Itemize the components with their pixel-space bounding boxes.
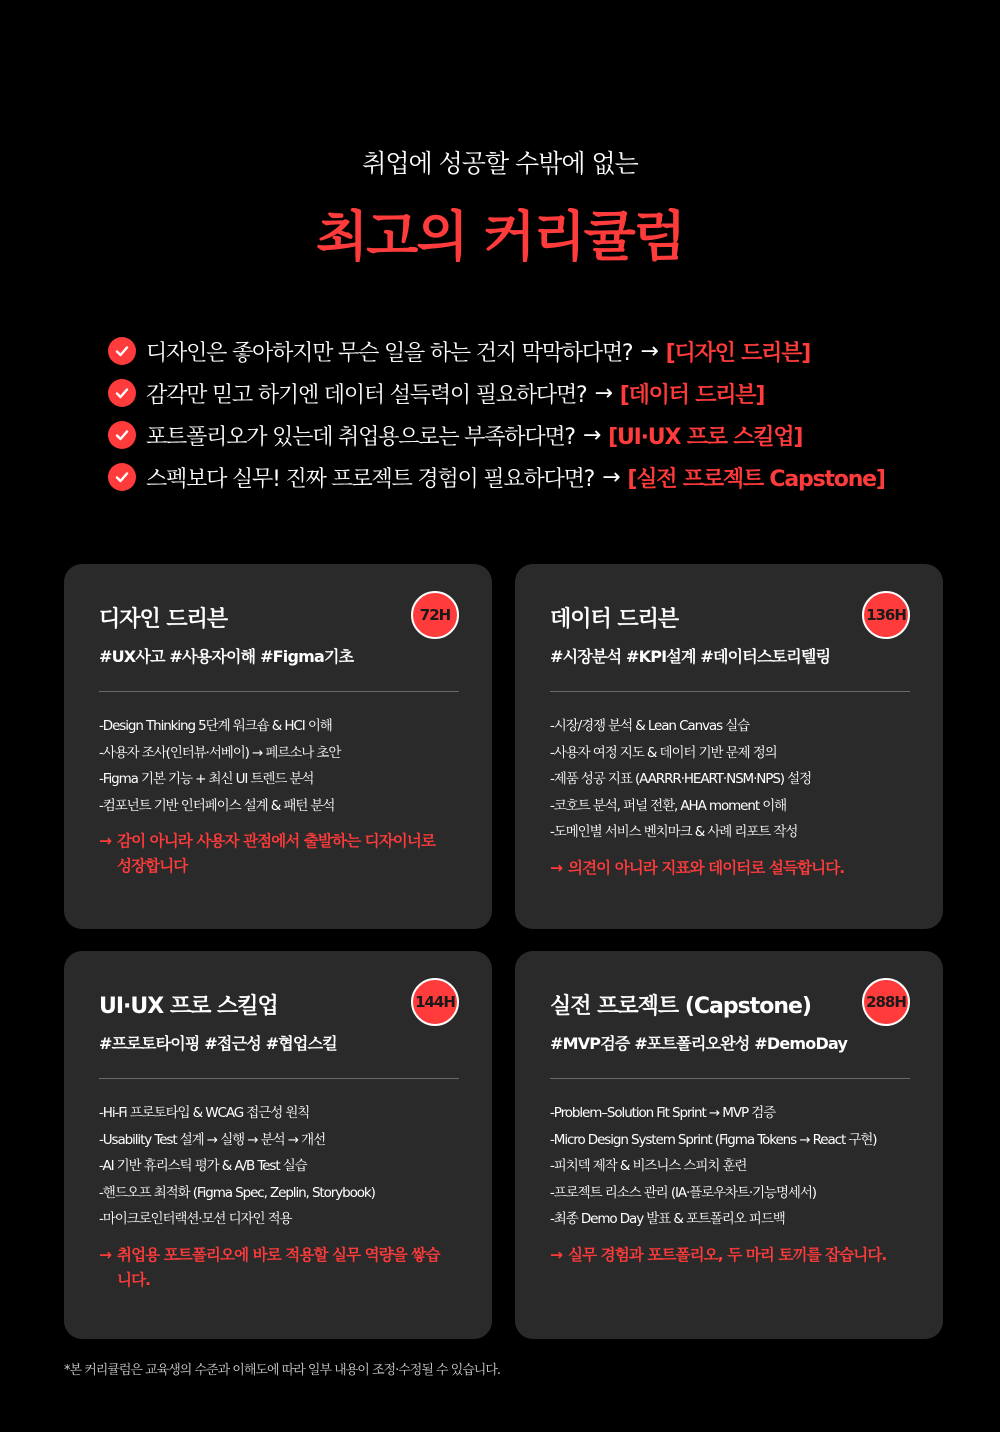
list-item: -피치덱 제작 & 비즈니스 스피치 훈련 (550, 1158, 747, 1174)
hours-badge: 144H (411, 978, 459, 1026)
header-title: 최고의 커리큘럼 (316, 205, 684, 268)
list-item: -제품 성공 지표 (AARRR·HEART·NSM·NPS) 설정 (550, 771, 812, 787)
check-question: 포트폴리오가 있는데 취업용으로는 부족하다면? (146, 424, 575, 450)
card-hashtags: #프로토타이핑 #접근성 #협업스킬 (99, 1034, 337, 1053)
header-subtitle: 취업에 성공할 수밖에 없는 (362, 149, 638, 178)
list-item: -Hi-Fi 프로토타입 & WCAG 접근성 원칙 (99, 1105, 310, 1121)
card-item-list (550, 1100, 910, 1233)
list-item: -시장/경쟁 분석 & Lean Canvas 실습 (550, 718, 750, 734)
arrow-right-icon: → (99, 1245, 112, 1264)
list-item: -도메인별 서비스 벤치마크 & 사례 리포트 작성 (550, 824, 798, 840)
arrow-right-icon: → (582, 422, 601, 448)
card-outcome (99, 829, 459, 879)
check-tag: [실전 프로젝트 Capstone] (627, 466, 885, 492)
arrow-right-icon: → (550, 1245, 563, 1264)
list-item: -코호트 분석, 퍼널 전환, AHA moment 이해 (550, 797, 787, 814)
card-item-list (99, 1100, 459, 1233)
hours-badge: 72H (411, 591, 459, 639)
card-outcome (550, 856, 910, 881)
curriculum-card-design-driven (64, 564, 492, 929)
curriculum-card-data-driven (515, 564, 943, 929)
check-question: 스펙보다 실무! 진짜 프로젝트 경험이 필요하다면? (146, 466, 595, 492)
arrow-right-icon: → (640, 338, 658, 364)
check-circle-icon (108, 379, 136, 407)
list-item: -컴포넌트 기반 인터페이스 설계 & 패턴 분석 (99, 797, 335, 814)
check-circle-icon (108, 337, 136, 365)
curriculum-card-capstone (515, 951, 943, 1339)
card-title: UI·UX 프로 스킬업 (99, 993, 278, 1019)
check-item (108, 414, 968, 456)
check-list (108, 330, 968, 498)
hours-badge: 136H (862, 591, 910, 639)
list-item: -Usability Test 설계 → 실행 → 분석 → 개선 (99, 1131, 326, 1148)
list-item: -Micro Design System Sprint (Figma Tokens → React 구현) (550, 1131, 877, 1148)
list-item: -마이크로인터랙션·모션 디자인 적용 (99, 1211, 292, 1227)
card-divider (550, 1078, 910, 1079)
card-header (550, 600, 910, 634)
arrow-right-icon: → (550, 858, 563, 877)
list-item: -프로젝트 리소스 관리 (IA·플로우차트·기능명세서) (550, 1184, 816, 1201)
check-item (108, 372, 968, 414)
arrow-right-icon: → (602, 464, 620, 490)
card-header (99, 987, 459, 1021)
footnote: *본 커리큘럼은 교육생의 수준과 이해도에 따라 일부 내용이 조정·수정될 수 있습니다. (64, 1363, 501, 1378)
list-item: -Figma 기본 기능 + 최신 UI 트렌드 분석 (99, 771, 314, 787)
check-item (108, 330, 968, 372)
card-hashtags: #UX사고 #사용자이해 #Figma기초 (99, 647, 354, 666)
card-divider (99, 691, 459, 692)
arrow-right-icon: → (594, 380, 612, 406)
card-hashtags: #시장분석 #KPI설계 #데이터스토리텔링 (550, 647, 831, 666)
card-item-list (550, 713, 910, 846)
check-circle-icon (108, 421, 136, 449)
card-item-list (99, 713, 459, 819)
card-header (550, 987, 910, 1021)
list-item: -Problem–Solution Fit Sprint → MVP 검증 (550, 1105, 776, 1121)
check-item (108, 456, 968, 498)
check-tag: [디자인 드리븐] (665, 340, 811, 366)
outcome-text: 취업용 포트폴리오에 바로 적용할 실무 역량을 쌓습니다. (117, 1245, 440, 1289)
list-item: -최종 Demo Day 발표 & 포트폴리오 피드백 (550, 1211, 785, 1227)
outcome-text: 감이 아니라 사용자 관점에서 출발하는 디자이너로 성장합니다 (117, 832, 436, 875)
list-item: -핸드오프 최적화 (Figma Spec, Zeplin, Storybook) (99, 1184, 375, 1201)
card-divider (99, 1078, 459, 1079)
card-title: 디자인 드리븐 (99, 606, 228, 632)
card-header (99, 600, 459, 634)
list-item: -사용자 조사(인터뷰·서베이) → 페르소나 초안 (99, 744, 341, 761)
check-tag: [UI·UX 프로 스킬업] (608, 424, 803, 450)
card-divider (550, 691, 910, 692)
card-title: 실전 프로젝트 (Capstone) (550, 993, 811, 1019)
hours-badge: 288H (862, 978, 910, 1026)
outcome-text: 실무 경험과 포트폴리오, 두 마리 토끼를 잡습니다. (568, 1245, 887, 1264)
card-hashtags: #MVP검증 #포트폴리오완성 #DemoDay (550, 1034, 848, 1053)
outcome-text: 의견이 아니라 지표와 데이터로 설득합니다. (568, 858, 845, 877)
list-item: -AI 기반 휴리스틱 평가 & A/B Test 실습 (99, 1158, 307, 1174)
list-item: -Design Thinking 5단계 워크숍 & HCI 이해 (99, 718, 332, 734)
check-question: 감각만 믿고 하기엔 데이터 설득력이 필요하다면? (146, 382, 587, 408)
curriculum-card-uiux-skillup (64, 951, 492, 1339)
card-title: 데이터 드리븐 (550, 606, 679, 632)
header (0, 144, 1000, 272)
list-item: -사용자 여정 지도 & 데이터 기반 문제 정의 (550, 744, 777, 761)
card-outcome (550, 1243, 910, 1268)
check-tag: [데이터 드리븐] (619, 382, 765, 408)
arrow-right-icon: → (99, 832, 112, 850)
check-circle-icon (108, 463, 136, 491)
card-outcome (99, 1243, 459, 1293)
check-question: 디자인은 좋아하지만 무슨 일을 하는 건지 막막하다면? (146, 340, 633, 366)
